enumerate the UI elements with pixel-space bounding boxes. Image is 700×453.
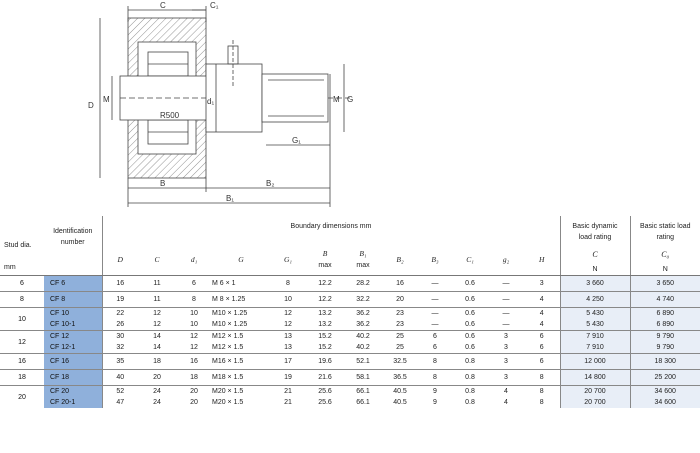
cell-B1: 58.1 xyxy=(356,374,370,381)
cell-B3: 8 xyxy=(433,358,437,365)
static-label: Basic static load rating xyxy=(639,223,691,241)
sym-Cdyn: C xyxy=(592,250,598,259)
cell-B1: 36.2 xyxy=(356,321,370,328)
cell-B2: 20 xyxy=(396,296,404,303)
ident-cell: CF 20 xyxy=(44,386,102,398)
cell-H: 8 xyxy=(539,399,544,406)
cell-Cr: 3 660 xyxy=(560,276,630,292)
cell-d1: 18 xyxy=(190,374,198,381)
cell-G: M12 × 1.5 xyxy=(212,344,244,351)
cell-D: 26 xyxy=(102,319,138,331)
cell-H: 3 xyxy=(539,280,544,287)
table-row xyxy=(0,386,700,398)
cell-D: 30 xyxy=(102,331,138,343)
ident-cell: CF 16 xyxy=(44,354,102,370)
cell-C: 24 xyxy=(153,399,161,406)
cell-C: 12 xyxy=(153,321,161,328)
table-row xyxy=(0,319,700,331)
ident-cell: CF 12 xyxy=(44,331,102,343)
table-row xyxy=(0,342,700,354)
cell-H: 6 xyxy=(539,358,544,365)
cell-B: 13.2 xyxy=(318,321,332,328)
cell-G1: 21 xyxy=(284,388,292,395)
cell-B2: 25 xyxy=(396,333,404,340)
cell-D: 35 xyxy=(102,354,138,370)
stud-dia-cell: 18 xyxy=(18,374,26,381)
cell-B: 19.6 xyxy=(318,358,332,365)
cell-C1: 0.8 xyxy=(465,358,475,365)
cell-B2: 40.5 xyxy=(393,399,407,406)
sym-G1: G₁ xyxy=(270,243,306,275)
cell-d1: 20 xyxy=(190,399,198,406)
cell-B3: 8 xyxy=(433,374,437,381)
sym-B xyxy=(306,243,344,275)
cell-G: M12 × 1.5 xyxy=(212,333,244,340)
cell-C: 14 xyxy=(153,333,161,340)
sym-B1-text: B₁ xyxy=(359,248,367,258)
stud-dia-cell: 12 xyxy=(18,338,26,346)
cell-g2: 4 xyxy=(504,399,508,406)
cell-B: 21.6 xyxy=(318,374,332,381)
cell-G: M16 × 1.5 xyxy=(212,358,244,365)
cell-G1: 8 xyxy=(286,280,290,287)
cell-C: 18 xyxy=(153,358,161,365)
label-C1: C₁ xyxy=(210,1,219,10)
cell-B1: 66.1 xyxy=(356,399,370,406)
cam-follower-drawing xyxy=(0,0,700,216)
sym-B2: B₂ xyxy=(382,243,418,275)
cell-G: M10 × 1.25 xyxy=(212,321,248,328)
label-R500: R500 xyxy=(160,111,180,120)
cell-Cr: 14 800 xyxy=(560,370,630,386)
label-C: C xyxy=(160,1,166,10)
ident-cell: CF 20-1 xyxy=(44,397,102,408)
stud-thread xyxy=(262,74,328,122)
cell-C1: 0.8 xyxy=(465,374,475,381)
label-M-left: M xyxy=(103,95,110,104)
cell-g2: — xyxy=(502,296,510,303)
cell-C0: 3 650 xyxy=(630,276,700,292)
cell-d1: 12 xyxy=(190,333,198,340)
cell-B3: 6 xyxy=(433,333,437,340)
cell-g2: 3 xyxy=(504,374,508,381)
cell-B3: — xyxy=(431,280,439,287)
cell-Cr: 7 910 xyxy=(560,342,630,354)
cell-D: 40 xyxy=(102,370,138,386)
ident-cell: CF 12-1 xyxy=(44,342,102,354)
cell-B3: 6 xyxy=(433,344,437,351)
cell-H: 4 xyxy=(539,310,544,317)
cell-B2: 40.5 xyxy=(393,388,407,395)
stud-dia-cell: 8 xyxy=(20,296,24,303)
cell-H: 6 xyxy=(539,333,544,340)
cell-C0: 6 890 xyxy=(630,308,700,320)
cell-C1: 0.6 xyxy=(465,280,475,287)
sym-d1: d₁ xyxy=(176,243,212,275)
cell-C0: 25 200 xyxy=(630,370,700,386)
header-static xyxy=(630,216,700,276)
unit-N1: N xyxy=(592,266,598,273)
cell-D: 32 xyxy=(102,342,138,354)
cell-B: 12.2 xyxy=(318,296,332,303)
cell-Cr: 7 910 xyxy=(560,331,630,343)
table-row xyxy=(0,397,700,408)
cell-B3: — xyxy=(431,310,439,317)
cell-G1: 19 xyxy=(284,374,292,381)
ident-cell: CF 10-1 xyxy=(44,319,102,331)
cell-D: 16 xyxy=(102,276,138,292)
label-G: G xyxy=(347,95,354,104)
cell-B: 15.2 xyxy=(318,344,332,351)
unit-N2: N xyxy=(662,266,668,273)
sym-g2: g₂ xyxy=(488,243,524,275)
stud-body xyxy=(206,64,262,132)
sym-C1: C₁ xyxy=(452,243,488,275)
cell-G1: 21 xyxy=(284,399,292,406)
cell-Cr: 5 430 xyxy=(560,308,630,320)
cell-G1: 12 xyxy=(284,321,292,328)
cell-B2: 32.5 xyxy=(393,358,407,365)
table-row xyxy=(0,370,700,386)
cell-B2: 25 xyxy=(396,344,404,351)
ident-cell: CF 6 xyxy=(44,276,102,292)
max-label-1: max xyxy=(318,261,332,269)
cell-B2: 23 xyxy=(396,310,404,317)
label-B1: B₁ xyxy=(226,194,235,203)
label-B: B xyxy=(160,179,166,188)
cell-G: M20 × 1.5 xyxy=(212,388,244,395)
cell-H: 8 xyxy=(539,374,544,381)
cell-D: 47 xyxy=(102,397,138,408)
label-M-right: M xyxy=(333,95,340,104)
cell-d1: 8 xyxy=(192,296,196,303)
table-body xyxy=(0,276,700,409)
cell-H: 6 xyxy=(539,344,544,351)
header-ident: Identification number xyxy=(44,216,102,276)
table-row xyxy=(0,331,700,343)
stud-dia-label: Stud dia. xyxy=(4,242,32,249)
ident-cell: CF 8 xyxy=(44,292,102,308)
table-row xyxy=(0,354,700,370)
header-stud-dia xyxy=(0,216,44,276)
stud-dia-cell: 10 xyxy=(18,315,26,323)
cell-G1: 13 xyxy=(284,333,292,340)
cell-B1: 32.2 xyxy=(356,296,370,303)
cell-B3: — xyxy=(431,296,439,303)
specifications-table xyxy=(0,216,700,408)
cell-G: M 8 × 1.25 xyxy=(212,296,246,303)
max-label-2: max xyxy=(356,261,370,269)
cell-D: 19 xyxy=(102,292,138,308)
stud-dia-cell: 6 xyxy=(20,280,24,287)
label-d1: d₁ xyxy=(207,97,215,106)
cell-B1: 52.1 xyxy=(356,358,370,365)
cell-C: 24 xyxy=(153,388,161,395)
cell-B3: 9 xyxy=(433,388,437,395)
cell-C: 11 xyxy=(153,296,161,303)
cell-g2: 3 xyxy=(504,333,508,340)
cell-C1: 0.6 xyxy=(465,310,475,317)
cell-g2: 4 xyxy=(504,388,508,395)
cell-Cr: 12 000 xyxy=(560,354,630,370)
cell-Cr: 20 700 xyxy=(560,386,630,398)
cell-B1: 28.2 xyxy=(356,280,370,287)
cell-C0: 34 600 xyxy=(630,397,700,408)
cell-C0: 9 790 xyxy=(630,331,700,343)
cell-B: 13.2 xyxy=(318,310,332,317)
cell-d1: 20 xyxy=(190,388,198,395)
cell-C: 12 xyxy=(153,310,161,317)
sym-B3: B₃ xyxy=(418,243,452,275)
cell-G: M 6 × 1 xyxy=(212,280,236,287)
cell-C1: 0.6 xyxy=(465,321,475,328)
header-boundary: Boundary dimensions mm xyxy=(102,216,560,243)
cell-G: M20 × 1.5 xyxy=(212,399,244,406)
cell-B1: 66.1 xyxy=(356,388,370,395)
cell-Cr: 20 700 xyxy=(560,397,630,408)
cell-H: 4 xyxy=(539,321,544,328)
cell-G1: 10 xyxy=(284,296,292,303)
cell-G1: 17 xyxy=(284,358,292,365)
cell-B1: 36.2 xyxy=(356,310,370,317)
cell-C1: 0.6 xyxy=(465,296,475,303)
cell-g2: 3 xyxy=(504,358,508,365)
sym-C0: C₀ xyxy=(661,250,670,259)
cell-d1: 12 xyxy=(190,344,198,351)
cell-B2: 16 xyxy=(396,280,404,287)
label-D: D xyxy=(88,101,94,110)
table-row xyxy=(0,276,700,292)
stud-unit-label: mm xyxy=(4,264,16,271)
cell-B1: 40.2 xyxy=(356,333,370,340)
cell-B: 25.6 xyxy=(318,388,332,395)
cell-B2: 23 xyxy=(396,321,404,328)
ident-cell: CF 18 xyxy=(44,370,102,386)
dynamic-label: Basic dynamic load rating xyxy=(572,223,618,241)
cell-C0: 9 790 xyxy=(630,342,700,354)
cell-g2: — xyxy=(502,310,510,317)
cell-g2: — xyxy=(502,280,510,287)
cell-D: 52 xyxy=(102,386,138,398)
cell-B1: 40.2 xyxy=(356,344,370,351)
cell-C1: 0.6 xyxy=(465,333,475,340)
table-row xyxy=(0,292,700,308)
stud-dia-cell: 20 xyxy=(18,393,26,401)
cell-Cr: 5 430 xyxy=(560,319,630,331)
sym-B-text: B xyxy=(322,248,328,258)
cell-d1: 10 xyxy=(190,321,198,328)
cell-G1: 12 xyxy=(284,310,292,317)
cell-B: 15.2 xyxy=(318,333,332,340)
table-row xyxy=(0,308,700,320)
stud-dia-cell: 16 xyxy=(18,358,26,365)
cell-C1: 0.8 xyxy=(465,388,475,395)
header-dynamic xyxy=(560,216,630,276)
cell-d1: 6 xyxy=(192,280,196,287)
cell-D: 22 xyxy=(102,308,138,320)
cell-C0: 6 890 xyxy=(630,319,700,331)
cell-C1: 0.6 xyxy=(465,344,475,351)
cell-d1: 16 xyxy=(190,358,198,365)
cell-C: 20 xyxy=(153,374,161,381)
cell-g2: 3 xyxy=(504,344,508,351)
cell-B3: 9 xyxy=(433,399,437,406)
cell-d1: 10 xyxy=(190,310,198,317)
cell-C: 11 xyxy=(153,280,161,287)
cell-G: M10 × 1.25 xyxy=(212,310,248,317)
ident-cell: CF 10 xyxy=(44,308,102,320)
cell-C0: 34 600 xyxy=(630,386,700,398)
cell-B2: 36.5 xyxy=(393,374,407,381)
label-B2: B₂ xyxy=(266,179,275,188)
cell-B: 12.2 xyxy=(318,280,332,287)
cell-g2: — xyxy=(502,321,510,328)
cell-G1: 13 xyxy=(284,344,292,351)
sym-D: D xyxy=(102,243,138,275)
cell-H: 4 xyxy=(539,296,544,303)
cell-C1: 0.8 xyxy=(465,399,475,406)
cell-C0: 4 740 xyxy=(630,292,700,308)
cell-C0: 18 300 xyxy=(630,354,700,370)
sym-G: G xyxy=(212,243,270,275)
cell-G: M18 × 1.5 xyxy=(212,374,244,381)
label-G1: G₁ xyxy=(292,136,301,145)
cell-C: 14 xyxy=(153,344,161,351)
sym-C: C xyxy=(138,243,176,275)
cell-H: 8 xyxy=(539,388,544,395)
cell-B3: — xyxy=(431,321,439,328)
sym-B1 xyxy=(344,243,382,275)
sym-H: H xyxy=(524,243,560,275)
cell-Cr: 4 250 xyxy=(560,292,630,308)
cell-B: 25.6 xyxy=(318,399,332,406)
